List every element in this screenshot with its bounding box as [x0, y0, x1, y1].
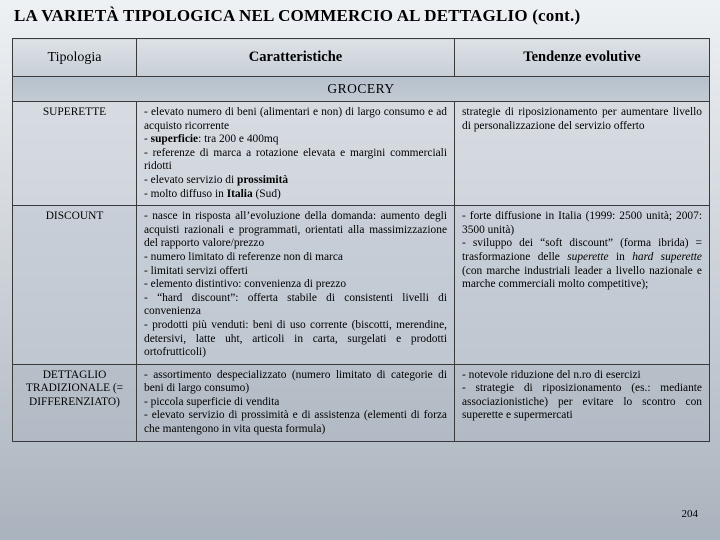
section-row — [13, 77, 710, 102]
row-caratteristiche: - elevato numero di beni (alimentari e non) di largo consumo e ad acquisto ricorrente - superficie: tra 200 e 400mq - referenze di marca a rotazione elevata e margini commerciali ridotti - elevato servizio di prossimità - molto diffuso in Italia (Sud) — [137, 102, 455, 206]
header-caratteristiche: Caratteristiche — [137, 39, 455, 77]
table-row — [13, 364, 710, 441]
table-row — [13, 206, 710, 365]
slide-title: LA VARIETÀ TIPOLOGICA NEL COMMERCIO AL DETTAGLIO (cont.) — [14, 6, 581, 25]
row-caratteristiche: - nasce in risposta all’evoluzione della domanda: aumento degli acquisti razionali e programmati, orientati alla massimizzazione del rapporto valore/prezzo - numero limitato di referenze non di marca - limitati servizi offerti - elemento distintivo: convenienza di prezzo - “hard discount”: offerta stabile di consistenti livelli di convenienza - prodotti più venduti: beni di uso corrente (biscotti, merendine, detersivi, latte uht, articoli in carta, surgelati e prodotti ortofrutticoli) — [137, 206, 455, 365]
typology-table — [12, 38, 710, 442]
line: - elevato numero di beni (alimentari e non) di largo consumo e ad acquisto ricorrente — [144, 106, 447, 132]
row-tipologia: DETTAGLIO TRADIZIONALE (= DIFFERENZIATO) — [13, 364, 137, 441]
header-tipologia: Tipologia — [13, 39, 137, 77]
row-tendenze: - notevole riduzione del n.ro di esercizi - strategie di riposizionamento (es.: mediante associazionistiche) per evitare lo scontro con superette e supermercati — [455, 364, 710, 441]
row-tipologia: SUPERETTE — [13, 102, 137, 206]
slide-number: 204 — [681, 508, 698, 520]
row-tendenze: strategie di riposizionamento per aumentare livello di personalizzazione del servizio offerto — [455, 102, 710, 206]
header-row — [13, 39, 710, 77]
section-grocery: GROCERY — [13, 77, 710, 102]
table-row — [13, 102, 710, 206]
row-caratteristiche: - assortimento despecializzato (numero limitato di categorie di beni di largo consumo) - piccola superficie di vendita - elevato servizio di prossimità e di assistenza (elementi di forza che mantengono in vita questa formula) — [137, 364, 455, 441]
header-tendenze: Tendenze evolutive — [455, 39, 710, 77]
row-tendenze: - forte diffusione in Italia (1999: 2500 unità; 2007: 3500 unità) - sviluppo dei “soft discount” (forma ibrida) = trasformazione delle superette in hard superette (con marche industriali leader a livello nazionale e marche commerciali molto competitive); — [455, 206, 710, 365]
row-tipologia: DISCOUNT — [13, 206, 137, 365]
